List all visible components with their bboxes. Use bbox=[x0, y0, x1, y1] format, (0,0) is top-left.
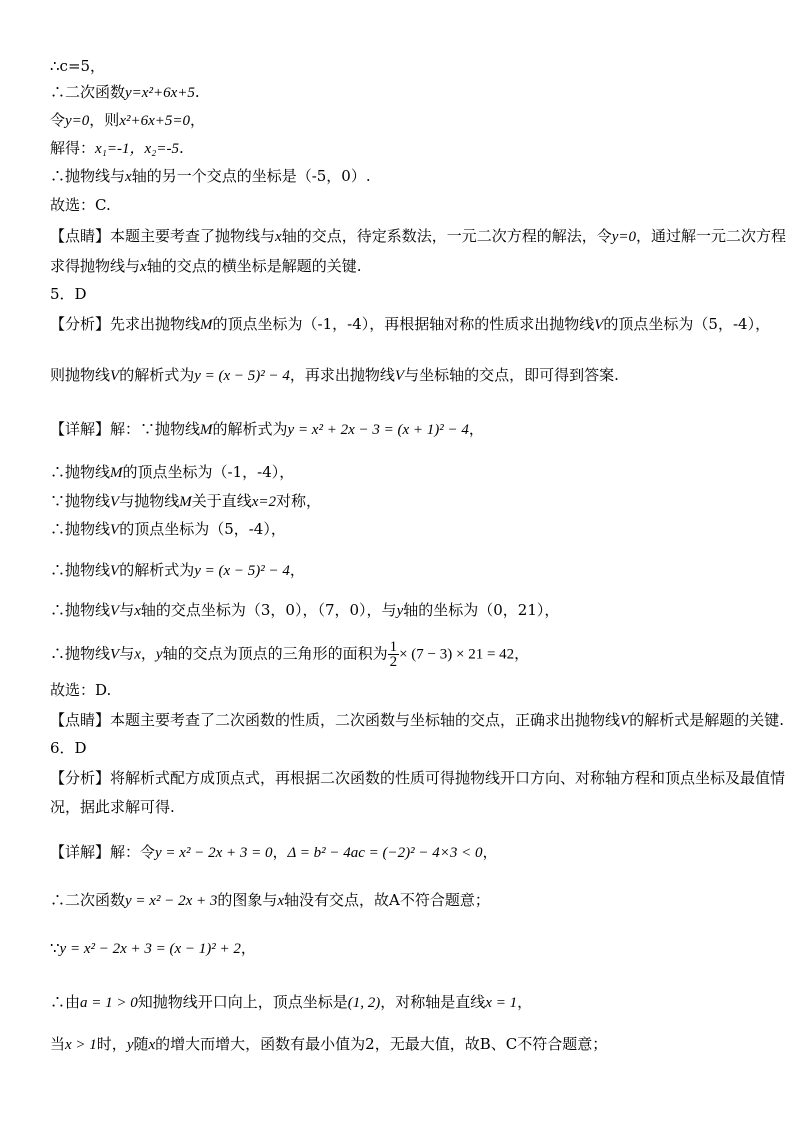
formula: a = 1 > 0 bbox=[80, 995, 138, 1011]
formula: y = x² − 2x + 3 = 0 bbox=[155, 845, 273, 861]
text-line: 求得抛物线与x轴的交点的横坐标是解题的关键. bbox=[50, 257, 362, 275]
text-line: 当x > 1时，y随x的增大而增大，函数有最小值为2，无最大值，故B、C不符合题意； bbox=[50, 1035, 608, 1053]
question-number: 5．D bbox=[50, 285, 87, 303]
text-line: ∴抛物线与x轴的另一个交点的坐标是（-5，0）. bbox=[50, 167, 371, 185]
text-line: ∴c=5， bbox=[50, 57, 106, 75]
text-line: 解得：x₁=-1，x₂=-5. bbox=[50, 139, 184, 157]
text-line: 故选：C. bbox=[50, 196, 111, 214]
formula: x = 1 bbox=[485, 995, 518, 1011]
formula: Δ = b² − 4ac = (−2)² − 4×3 < 0 bbox=[287, 845, 483, 861]
formula: (1, 2) bbox=[347, 995, 381, 1011]
text-line: ∴二次函数y=x²+6x+5. bbox=[50, 83, 200, 101]
text-line: ∴抛物线V的解析式为y = (x − 5)² − 4， bbox=[50, 561, 305, 579]
formula: y = (x − 5)² − 4 bbox=[194, 563, 290, 579]
text-line: 【点睛】本题主要考查了抛物线与x轴的交点，待定系数法，一元二次方程的解法，令y=0，通过解一元二次方程 bbox=[50, 227, 786, 245]
formula: x > 1 bbox=[65, 1037, 97, 1053]
text-line: 故选：D. bbox=[50, 681, 112, 699]
text-line: 【分析】将解析式配方成顶点式，再根据二次函数的性质可得抛物线开口方向、对称轴方程和顶点坐标及最值情 bbox=[50, 769, 786, 787]
fraction: $\frac{1}{2}$ bbox=[389, 639, 398, 670]
formula: y = x² − 2x + 3 bbox=[125, 893, 218, 909]
text-line: ∴抛物线V与x，y轴的交点为顶点的三角形的面积为 $\frac{1}{2}$ × (7 − 3) × 21 = 42， bbox=[50, 639, 530, 670]
formula: y = x² − 2x + 3 = (x − 1)² + 2 bbox=[59, 941, 241, 957]
formula: × (7 − 3) × 21 = 42 bbox=[399, 646, 515, 663]
text-line: 【分析】先求出抛物线M的顶点坐标为（-1，-4），再根据轴对称的性质求出抛物线V的顶点坐标为（5，-4）， bbox=[50, 315, 771, 333]
text-line: ∴抛物线M的顶点坐标为（-1，-4）， bbox=[50, 463, 295, 481]
text-line: ∵y = x² − 2x + 3 = (x − 1)² + 2， bbox=[50, 939, 256, 957]
formula: y = (x − 5)² − 4 bbox=[194, 368, 290, 384]
text-line: 【详解】解：令y = x² − 2x + 3 = 0，Δ = b² − 4ac = (−2)² − 4×3 < 0， bbox=[50, 843, 498, 861]
text-line: ∴抛物线V的顶点坐标为（5，-4）， bbox=[50, 520, 286, 538]
text-line: 【点睛】本题主要考查了二次函数的性质，二次函数与坐标轴的交点，正确求出抛物线V的解析式是解题的关键. bbox=[50, 711, 784, 729]
formula: y = x² + 2x − 3 = (x + 1)² − 4 bbox=[287, 422, 469, 438]
question-number: 6．D bbox=[50, 739, 87, 757]
text-line: ∴抛物线V与x轴的交点坐标为（3，0），（7，0），与y轴的坐标为（0，21）， bbox=[50, 601, 560, 619]
text-line: 则抛物线V的解析式为y = (x − 5)² − 4，再求出抛物线V与坐标轴的交点，即可得到答案. bbox=[50, 366, 619, 384]
text-line: 【详解】解：∵抛物线M的解析式为y = x² + 2x − 3 = (x + 1)² − 4， bbox=[50, 420, 484, 438]
text-line: 况，据此求解可得. bbox=[50, 798, 175, 816]
text-line: ∴由a = 1 > 0知抛物线开口向上，顶点坐标是(1, 2)，对称轴是直线x = 1， bbox=[50, 993, 533, 1011]
text-line: ∵抛物线V与抛物线M关于直线x=2对称， bbox=[50, 492, 322, 510]
text-line: 令y=0，则x²+6x+5=0， bbox=[50, 111, 206, 129]
text-line: ∴二次函数y = x² − 2x + 3的图象与x轴没有交点，故A不符合题意； bbox=[50, 891, 490, 909]
